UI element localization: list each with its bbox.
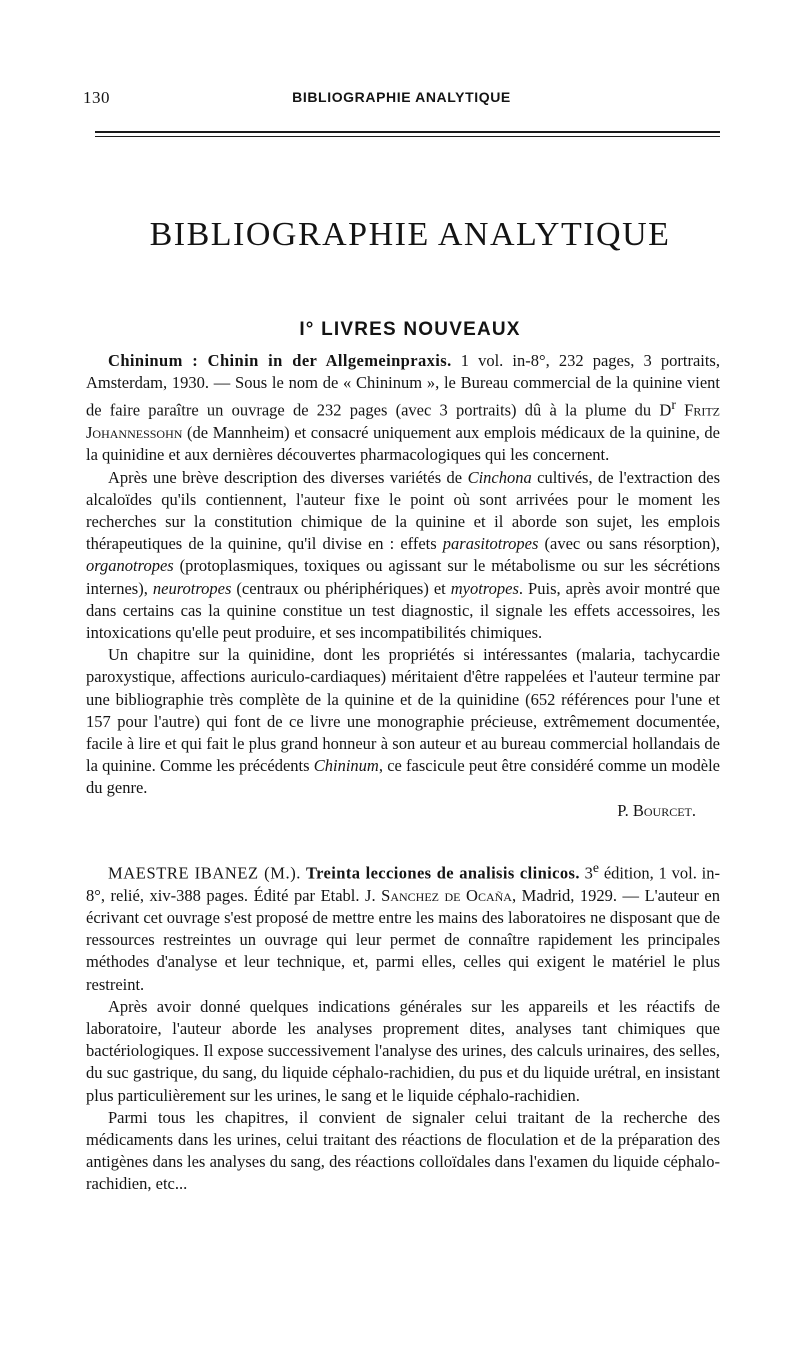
publication-info-end: (de Mannheim) et consacré uniquement aux emplois médicaux de la quinine, de la quinidine et aux dernières découvertes pharmacologiques qui les concernent. (86, 423, 720, 465)
publisher-name: Sanchez de Ocaña (381, 885, 512, 905)
review-entry-maestre-ibanez (86, 857, 720, 1196)
italic-term: organotropes (86, 556, 174, 576)
entry-paragraph (86, 350, 720, 467)
review-entry-chininum (86, 350, 720, 822)
section-title: I° LIVRES NOUVEAUX (299, 318, 521, 340)
italic-term: myotropes (450, 578, 519, 598)
text-run: , Madrid, 1929. — L'auteur en écrivant cet ouvrage s'est proposé de mettre entre les mains des laboratoires ne disposant que de ressources restreintes un ouvrage qui leur permet de connaître rapidement les principales méthodes d'analyse et leur technique, et, parmi elles, celles qui exigent le matériel le plus restreint. (86, 885, 720, 994)
page-title: BIBLIOGRAPHIE ANALYTIQUE (149, 215, 671, 253)
superscript: e (592, 860, 600, 875)
text-run: (protoplasmiques, toxiques ou agissant sur le métabolisme ou sur les sécrétions internes), (86, 556, 720, 598)
italic-term: parasitotropes (442, 534, 539, 554)
text-run: Après une brève description des diverses variétés de (108, 467, 468, 487)
text-run: (avec ou sans résorption), (538, 534, 720, 554)
italic-term: Cinchona (467, 467, 532, 487)
entry-paragraph: Après avoir donné quelques indications générales sur les appareils et les réactifs de laboratoire, l'auteur aborde les analyses proprement dites, analyses tant chimiques que bactériologiques. Il expose successivement l'analyse des urines, des calculs urinaires, des selles, du suc gastrique, du sang, du liquide céphalo-rachidien, du pus et du liquide urétral, en insistant plus particulièrement sur les urines, le sang et le liquide céphalo-rachidien. (86, 996, 720, 1105)
text-run: 3 (579, 863, 593, 883)
text-run: cultivés, de l'extraction des alcaloïdes qu'ils contiennent, l'auteur fixe le point où sont arrivées pour le moment les recherches sur la constitution chimique de la quinine et il aborde son sujet, les emplois thérapeutiques de la quinine, qu'il divise en : effets (86, 467, 720, 554)
work-title: Chininum : Chinin in der Allgemeinpraxis. (108, 351, 452, 370)
entry-paragraph (86, 644, 720, 799)
italic-term: Chininum (313, 756, 379, 776)
entry-paragraph (86, 857, 720, 996)
signature-text: P. Bourcet. (617, 800, 696, 820)
entry-paragraph (86, 467, 720, 645)
header-rule-thick (95, 131, 720, 133)
header-rule-thin (95, 136, 720, 137)
author-name: Fritz Johannessohn (86, 400, 720, 443)
text-run: Un chapitre sur la quinidine, dont les propriétés si intéressantes (malaria, tachycardie paroxystique, affections auriculo-cardiaques) méritaient d'être rappelées et l'auteur termine par une bibliographie très complète de la quinine et de la quinidine (652 références pour l'une et 157 pour l'autre) qui font de ce livre une monographie précieuse, extrêmement documentée, facile à lire et qui fait le plus grand honneur à son auteur et au bureau commercial hollandais de la quinine. Comme les précédents (86, 645, 720, 776)
entry-paragraph: Parmi tous les chapitres, il convient de signaler celui traitant de la recherche des médicaments dans les urines, celui traitant des réactions de floculation et de la préparation des antigènes dans les analyses du sang, des réactions colloïdales dans l'examen du liquide céphalo-rachidien, etc... (86, 1107, 720, 1194)
superscript: r (671, 397, 676, 413)
page-number: 130 (83, 88, 110, 107)
reviewer-signature (86, 800, 720, 822)
running-title: BIBLIOGRAPHIE ANALYTIQUE (292, 89, 511, 105)
text-run: . Puis, après avoir montré que dans certains cas la quinine constitue un test diagnostic, il signale les effets accessoires, les intoxications qu'elle peut produire, et ses incompatibilités chimiques. (86, 578, 720, 642)
work-title: Treinta lecciones de analisis clinicos. (301, 863, 580, 883)
author-name: MAESTRE IBANEZ (M.). (108, 863, 302, 883)
running-head (83, 88, 720, 110)
italic-term: neurotropes (152, 578, 232, 598)
publication-info: 1 vol. in-8°, 232 pages, 3 portraits, Amsterdam, 1930. — Sous le nom de « Chininum », le Bureau commercial de la quinine vient de faire paraître un ouvrage de 232 pages (avec 3 portraits) dû à la plume du D (86, 351, 720, 420)
text-run: (centraux ou phériphériques) et (231, 578, 451, 598)
text-run: édition, 1 vol. in-8°, relié, xiv-388 pages. Édité par Etabl. J. (86, 863, 720, 905)
text-run: , ce fascicule peut être considéré comme un modèle du genre. (86, 756, 720, 798)
